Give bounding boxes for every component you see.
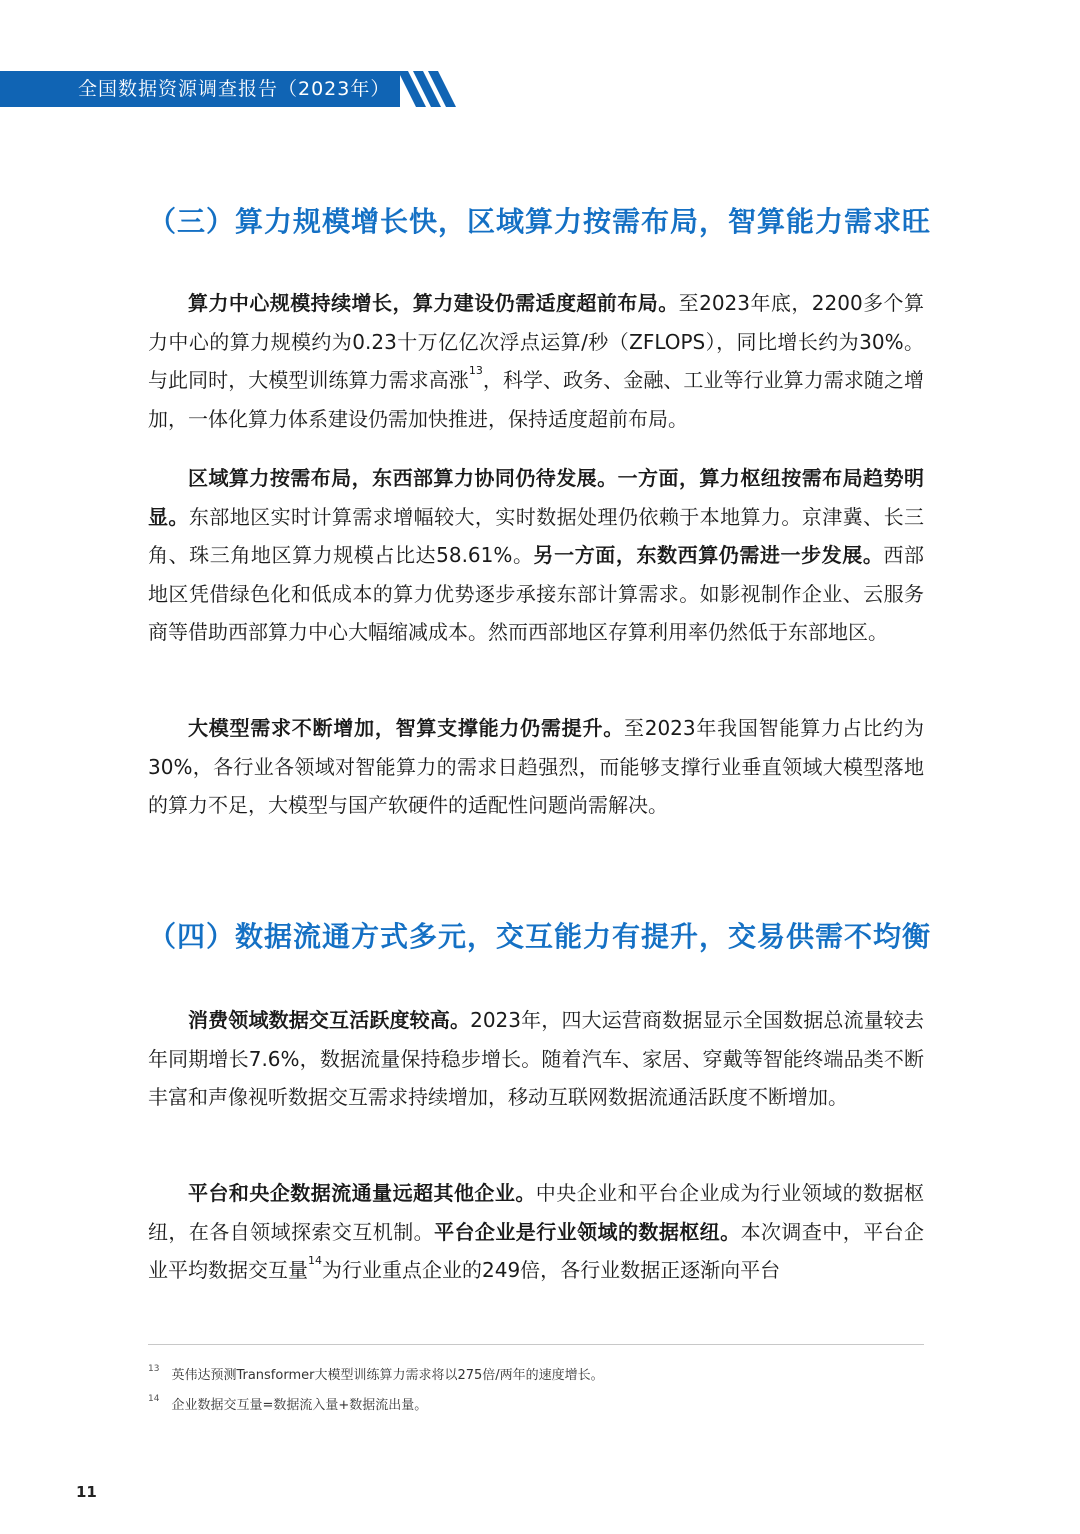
footnote-text: 英伟达预测Transformer大模型训练算力需求将以275倍/两年的速度增长。 bbox=[171, 1368, 604, 1383]
paragraph-text: 2023年，四大运营商数据显示全国数据总流量较去年同期增长7.6%，数据流量保持稳步增长。随着汽车、家居、穿戴等智能终端品类不断丰富和声像视听数据交互需求持续增加，移动互联网数据流通活跃度不断增加。 bbox=[148, 1008, 925, 1109]
report-title: 全国数据资源调查报告（2023年） bbox=[78, 78, 391, 100]
footnote-ref-14[interactable]: 14 bbox=[308, 1254, 322, 1267]
paragraph-lead: 另一方面，东数西算仍需进一步发展。 bbox=[533, 543, 884, 567]
paragraph bbox=[148, 284, 924, 438]
footnote-text: 企业数据交互量=数据流入量+数据流出量。 bbox=[171, 1398, 428, 1413]
paragraph-lead: 算力中心规模持续增长，算力建设仍需适度超前布局。 bbox=[188, 291, 679, 315]
paragraph-text: 为行业重点企业的249倍，各行业数据正逐渐向平台 bbox=[322, 1258, 781, 1282]
header-stripes-decoration bbox=[398, 71, 468, 107]
paragraph bbox=[148, 1001, 924, 1117]
paragraph-text: 东部地区实时计算需求增幅较大，实时数据处理仍依赖于本地算力。京津冀、长三角、珠三角地区算力规模占比达58.61%。 bbox=[148, 504, 925, 567]
paragraph bbox=[148, 1174, 924, 1290]
footnote-number: 14 bbox=[148, 1394, 160, 1404]
paragraph bbox=[148, 459, 924, 652]
paragraph-lead: 消费领域数据交互活跃度较高。 bbox=[188, 1008, 471, 1032]
page-number: 11 bbox=[76, 1483, 97, 1501]
footnote-14 bbox=[148, 1394, 427, 1413]
paragraph-lead: 平台和央企数据流通量远超其他企业。 bbox=[188, 1181, 536, 1205]
paragraph-lead: 平台企业是行业领域的数据枢纽。 bbox=[434, 1219, 741, 1244]
footnote-ref-13[interactable]: 13 bbox=[468, 364, 483, 377]
paragraph-lead: 大模型需求不断增加，智算支撑能力仍需提升。 bbox=[188, 716, 624, 740]
paragraph-text: 至2023年我国智能算力占比约为30%，各行业各领域对智能算力的需求日趋强烈，而能够支撑行业垂直领域大模型落地的算力不足，大模型与国产软硬件的适配性问题尚需解决。 bbox=[148, 716, 924, 817]
paragraph-lead: 区域算力按需布局，东西部算力协同仍待发展。一方面，算力枢纽按需布局趋势明显。 bbox=[148, 466, 924, 529]
paragraph-text: 西部地区凭借绿色化和低成本的算力优势逐步承接东部计算需求。如影视制作企业、云服务商等借助西部算力中心大幅缩减成本。然而西部地区存算利用率仍然低于东部地区。 bbox=[148, 543, 925, 644]
section-title-3: （三）算力规模增长快，区域算力按需布局，智算能力需求旺 bbox=[148, 205, 932, 238]
footnote-number: 13 bbox=[148, 1364, 160, 1374]
footnote-13 bbox=[148, 1364, 604, 1383]
footnote-divider bbox=[148, 1344, 924, 1345]
paragraph-text: 本次调查中，平台企业平均数据交互量 bbox=[148, 1219, 925, 1282]
paragraph-text: 至2023年底，2200多个算力中心的算力规模约为0.23十万亿亿次浮点运算/秒（ZFLOPS），同比增长约为30%。与此同时，大模型训练算力需求高涨 bbox=[148, 291, 925, 392]
paragraph-text: ，科学、政务、金融、工业等行业算力需求随之增加，一体化算力体系建设仍需加快推进，保持适度超前布局。 bbox=[148, 368, 925, 431]
paragraph-text: 中央企业和平台企业成为行业领域的数据枢纽，在各自领域探索交互机制。 bbox=[148, 1181, 925, 1244]
section-title-4: （四）数据流通方式多元，交互能力有提升，交易供需不均衡 bbox=[148, 920, 932, 953]
paragraph bbox=[148, 709, 924, 825]
